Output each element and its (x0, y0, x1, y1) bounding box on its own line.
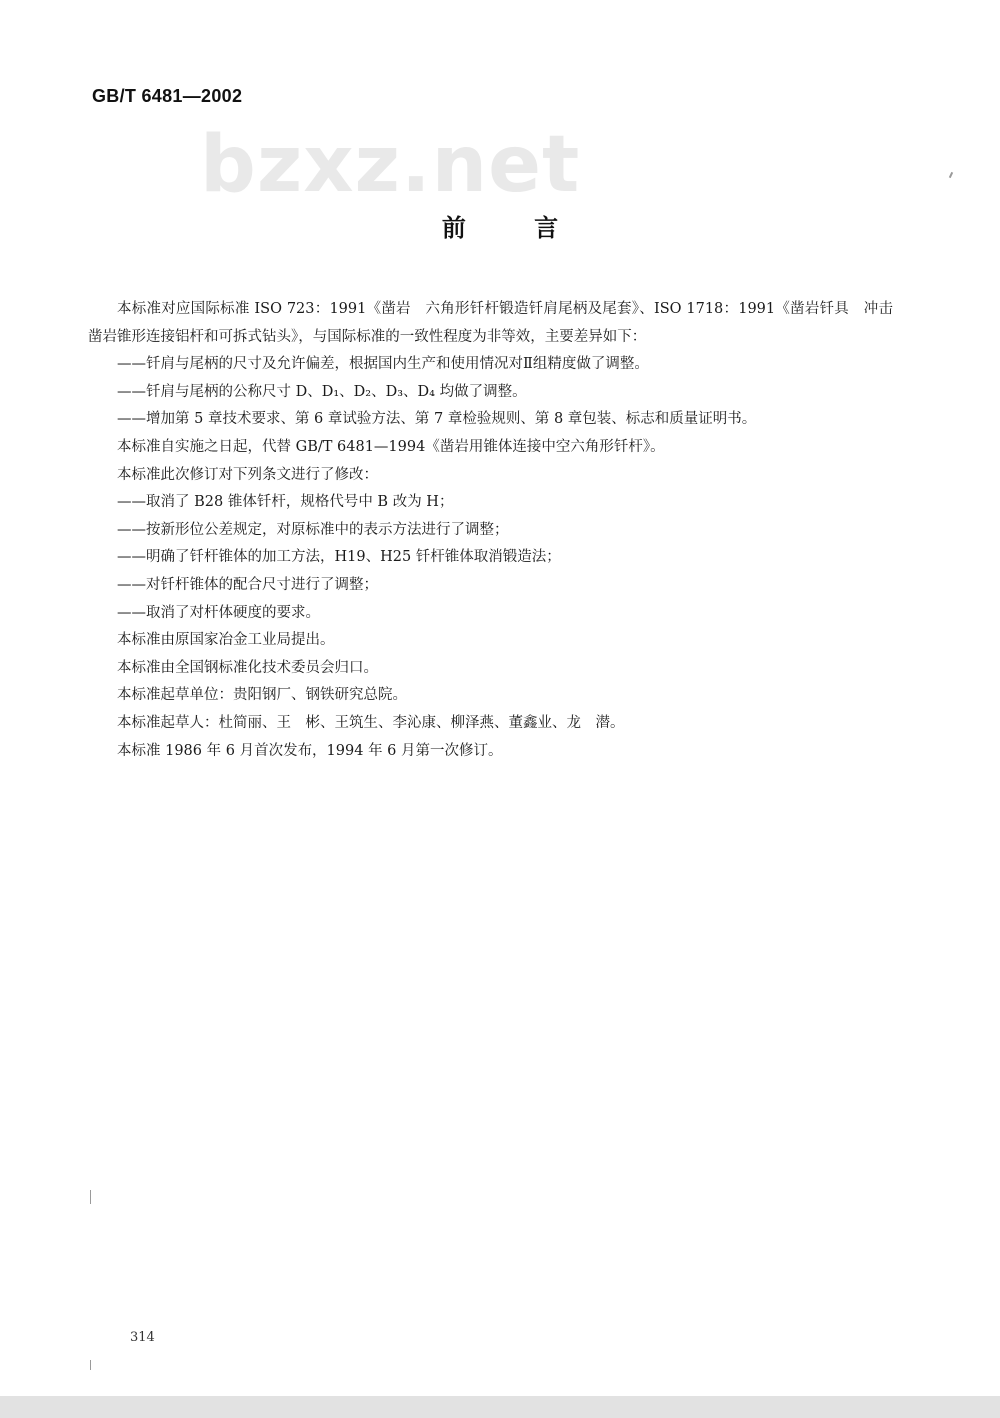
scan-mark (949, 172, 953, 178)
page-number: 314 (130, 1330, 155, 1345)
paragraph: ——取消了对杆体硬度的要求。 (117, 604, 320, 621)
watermark: bzxz.net (200, 120, 581, 210)
paragraph: 本标准 1986 年 6 月首次发布，1994 年 6 月第一次修订。 (117, 742, 503, 759)
paragraph: ——增加第 5 章技术要求、第 6 章试验方法、第 7 章检验规则、第 8 章包装、标志和质量证明书。 (117, 411, 757, 428)
scan-mark (90, 1360, 91, 1370)
paragraph: 本标准由原国家冶金工业局提出。 (117, 632, 335, 649)
viewer-bottom-strip (0, 1396, 1000, 1418)
paragraph: 本标准此次修订对下列条文进行了修改： (117, 466, 378, 483)
foreword-body (88, 296, 893, 765)
standard-code: GB/T 6481—2002 (92, 86, 243, 106)
paragraph: 本标准自实施之日起，代替 GB/T 6481—1994《凿岩用锥体连接中空六角形钎杆》。 (117, 438, 665, 455)
paragraph: 本标准起草人：杜简丽、王 彬、王筑生、李沁康、柳泽燕、董鑫业、龙 潜。 (117, 714, 625, 731)
paragraph: ——对钎杆锥体的配合尺寸进行了调整； (117, 576, 378, 593)
paragraph: ——按新形位公差规定，对原标准中的表示方法进行了调整； (117, 521, 509, 538)
page-title: 前 言 (441, 214, 589, 242)
paragraph: 本标准由全国钢标准化技术委员会归口。 (117, 659, 378, 676)
scan-mark (90, 1190, 91, 1204)
paragraph: ——钎肩与尾柄的尺寸及允许偏差，根据国内生产和使用情况对Ⅱ组精度做了调整。 (117, 356, 649, 373)
paragraph: 本标准起草单位：贵阳钢厂、钢铁研究总院。 (117, 687, 407, 704)
paragraph: ——明确了钎杆锥体的加工方法，H19、H25 钎杆锥体取消锻造法； (117, 549, 561, 566)
paragraph: 本标准对应国际标准 ISO 723：1991《凿岩 六角形钎杆锻造钎肩尾柄及尾套》、ISO 1718：1991《凿岩钎具 冲击凿岩锥形连接铝杆和可拆式钻头》，与国际标准的一致性程度为非等效，主要差异如下： (88, 301, 893, 345)
paragraph: ——钎肩与尾柄的公称尺寸 D、D₁、D₂、D₃、D₄ 均做了调整。 (117, 383, 527, 400)
paragraph: ——取消了 B28 锥体钎杆，规格代号中 B 改为 H； (117, 494, 454, 511)
